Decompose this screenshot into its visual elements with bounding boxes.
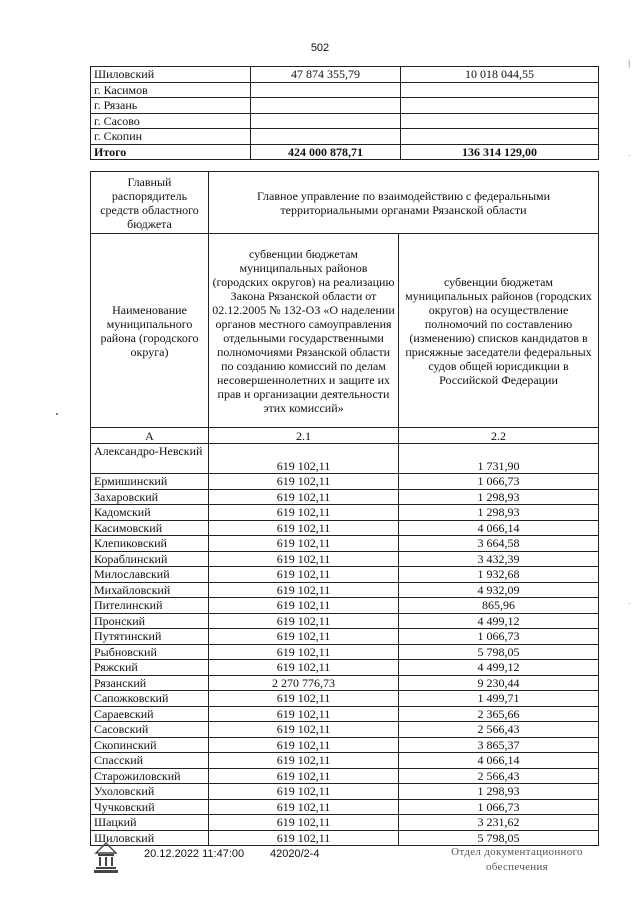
table-row xyxy=(91,567,599,583)
subsidy-jurors-value: 4 066,14 xyxy=(399,520,599,536)
municipality-name: Сараевский xyxy=(91,706,209,722)
municipality-name: Сасовский xyxy=(91,722,209,738)
municipality-name: Ухоловский xyxy=(91,784,209,800)
municipality-name: Пронский xyxy=(91,613,209,629)
subsidy-commissions-value: 619 102,11 xyxy=(209,815,399,831)
subsidy-jurors-value: 3 664,58 xyxy=(399,536,599,552)
table-row xyxy=(91,691,599,707)
subsidy-commissions-value: 619 102,11 xyxy=(209,691,399,707)
subsidy-commissions-value: 619 102,11 xyxy=(209,830,399,846)
subsidy-commissions-value: 619 102,11 xyxy=(209,582,399,598)
table-row xyxy=(91,598,599,614)
total-value-1: 424 000 878,71 xyxy=(251,144,401,160)
municipality-name: Кадомский xyxy=(91,505,209,521)
row-name: Шиловский xyxy=(91,67,251,83)
subsidy-commissions-value: 619 102,11 xyxy=(209,644,399,660)
top-table-row xyxy=(91,129,599,145)
subsidy-commissions-value: 619 102,11 xyxy=(209,629,399,645)
row-value-2 xyxy=(401,113,599,129)
header-subsidy-commissions: субвенции бюджетам муниципальных районов (городских округов) на реализацию Закона Рязанской области от 02.12.2005 № 132-ОЗ «О наделении органов местного самоуправления отдельными государственными полномочиями Рязанской области по созданию комиссий по делам несовершеннолетних и защите их прав и организации деятельности этих комиссий» xyxy=(209,234,399,428)
margin-mark: · xyxy=(628,598,631,608)
subsidy-jurors-value: 4 499,12 xyxy=(399,613,599,629)
row-name: г. Сасово xyxy=(91,113,251,129)
subsidy-commissions-value: 619 102,11 xyxy=(209,722,399,738)
subsidy-jurors-value: 1 499,71 xyxy=(399,691,599,707)
table-row xyxy=(91,520,599,536)
municipality-name: Михайловский xyxy=(91,582,209,598)
total-label: Итого xyxy=(91,144,251,160)
department-stamp xyxy=(442,845,592,875)
table-row xyxy=(91,505,599,521)
subsidy-jurors-value: 1 298,93 xyxy=(399,505,599,521)
table-row xyxy=(91,551,599,567)
table-row xyxy=(91,582,599,598)
subsidy-commissions-value: 619 102,11 xyxy=(209,660,399,676)
subsidy-jurors-value: 5 798,05 xyxy=(399,644,599,660)
row-value-1 xyxy=(251,98,401,114)
table-row xyxy=(91,675,599,691)
municipality-name: Касимовский xyxy=(91,520,209,536)
subsidy-commissions-value: 619 102,11 xyxy=(209,474,399,490)
row-name: г. Скопин xyxy=(91,129,251,145)
row-name: г. Рязань xyxy=(91,98,251,114)
top-table-row xyxy=(91,98,599,114)
footer-datetime: 20.12.2022 11:47:00 xyxy=(144,848,245,860)
municipality-name: Милославский xyxy=(91,567,209,583)
table-row xyxy=(91,815,599,831)
table-row xyxy=(91,629,599,645)
municipality-name: Чучковский xyxy=(91,799,209,815)
header-subsidy-jurors: субвенции бюджетам муниципальных районов (городских округов) на осуществление полномочий по составлению (изменению) списков кандидатов в присяжные заседатели федеральных судов общей юрисдикции в Российской Федерации xyxy=(399,234,599,428)
subsidy-jurors-value: 3 231,62 xyxy=(399,815,599,831)
top-table-row xyxy=(91,82,599,98)
table-row xyxy=(91,768,599,784)
subsidy-commissions-value: 619 102,11 xyxy=(209,784,399,800)
subsidy-jurors-value: 4 499,12 xyxy=(399,660,599,676)
page-number: 502 xyxy=(310,42,330,54)
subsidy-commissions-value: 619 102,11 xyxy=(209,489,399,505)
subsidy-jurors-value: 1 298,93 xyxy=(399,489,599,505)
table-row xyxy=(91,737,599,753)
municipality-name: Ермишинский xyxy=(91,474,209,490)
subsidy-jurors-value: 2 365,66 xyxy=(399,706,599,722)
subsidy-commissions-value: 619 102,11 xyxy=(209,551,399,567)
row-value-2 xyxy=(401,98,599,114)
subsidy-commissions-value: 619 102,11 xyxy=(209,520,399,536)
subsidy-commissions-value: 619 102,11 xyxy=(209,753,399,769)
subsidy-jurors-value: 4 066,14 xyxy=(399,753,599,769)
row-value-1 xyxy=(251,113,401,129)
table-row xyxy=(91,722,599,738)
footer-doc-code: 42020/2-4 xyxy=(270,848,320,860)
municipality-name: Спасский xyxy=(91,753,209,769)
subsidy-jurors-value: 5 798,05 xyxy=(399,830,599,846)
table-row xyxy=(91,799,599,815)
header-department: Главное управление по взаимодействию с федеральными территориальными органами Рязанской области xyxy=(209,172,599,234)
top-table-total-row xyxy=(91,144,599,160)
subsidy-jurors-value: 1 932,68 xyxy=(399,567,599,583)
table-row xyxy=(91,784,599,800)
municipality-name: Путятинский xyxy=(91,629,209,645)
subsidy-commissions-value: 619 102,11 xyxy=(209,567,399,583)
municipality-name: Рыбновский xyxy=(91,644,209,660)
subsidy-jurors-value: 9 230,44 xyxy=(399,675,599,691)
subsidy-commissions-value: 619 102,11 xyxy=(209,505,399,521)
stamp-line-1: Отдел документационного xyxy=(451,846,583,858)
stamp-line-2: обеспечения xyxy=(485,861,549,873)
subsidy-jurors-value: 2 566,43 xyxy=(399,768,599,784)
top-table-row xyxy=(91,67,599,83)
table-row xyxy=(91,536,599,552)
subsidy-jurors-value: 4 932,09 xyxy=(399,582,599,598)
table-row xyxy=(91,474,599,490)
municipality-name: Пителинский xyxy=(91,598,209,614)
municipality-name: Старожиловский xyxy=(91,768,209,784)
scan-speck xyxy=(56,413,58,415)
subsidy-commissions-value: 619 102,11 xyxy=(209,613,399,629)
subsidy-jurors-value: 1 066,73 xyxy=(399,629,599,645)
row-value-2 xyxy=(401,82,599,98)
row-value-2 xyxy=(401,129,599,145)
col-index-2-2: 2.2 xyxy=(399,428,599,444)
subsidy-commissions-value: 619 102,11 xyxy=(209,444,399,474)
organization-logo-icon xyxy=(92,841,120,875)
municipality-name: Шацкий xyxy=(91,815,209,831)
municipality-name: Рязанский xyxy=(91,675,209,691)
header-municipality-name: Наименование муниципального района (городского округа) xyxy=(91,234,209,428)
table-row xyxy=(91,644,599,660)
table-row xyxy=(91,613,599,629)
municipality-name: Кораблинский xyxy=(91,551,209,567)
col-index-2-1: 2.1 xyxy=(209,428,399,444)
subsidy-commissions-value: 619 102,11 xyxy=(209,768,399,784)
subsidy-commissions-value: 619 102,11 xyxy=(209,536,399,552)
col-index-a: А xyxy=(91,428,209,444)
subsidy-jurors-value: 1 066,73 xyxy=(399,474,599,490)
row-name: г. Касимов xyxy=(91,82,251,98)
municipality-name: Шиловский xyxy=(91,830,209,846)
table-row xyxy=(91,830,599,846)
main-subsidy-table xyxy=(90,171,599,846)
top-summary-table xyxy=(90,66,599,160)
table-row xyxy=(91,489,599,505)
municipality-name: Захаровский xyxy=(91,489,209,505)
municipality-name: Клепиковский xyxy=(91,536,209,552)
municipality-name: Скопинский xyxy=(91,737,209,753)
subsidy-jurors-value: 1 298,93 xyxy=(399,784,599,800)
subsidy-jurors-value: 1 731,90 xyxy=(399,444,599,474)
total-value-2: 136 314 129,00 xyxy=(401,144,599,160)
municipality-name: Александро-Невский xyxy=(91,444,209,474)
margin-mark: | xyxy=(628,58,631,68)
municipality-name: Ряжский xyxy=(91,660,209,676)
subsidy-jurors-value: 865,96 xyxy=(399,598,599,614)
subsidy-commissions-value: 2 270 776,73 xyxy=(209,675,399,691)
margin-mark: · xyxy=(628,150,631,160)
subsidy-commissions-value: 619 102,11 xyxy=(209,799,399,815)
subsidy-jurors-value: 2 566,43 xyxy=(399,722,599,738)
table-row xyxy=(91,706,599,722)
row-value-1 xyxy=(251,82,401,98)
table-row xyxy=(91,660,599,676)
table-row xyxy=(91,753,599,769)
municipality-name: Сапожковский xyxy=(91,691,209,707)
row-value-1 xyxy=(251,129,401,145)
header-chief-administrator: Главный распорядитель средств областного бюджета xyxy=(91,172,209,234)
row-value-2: 10 018 044,55 xyxy=(401,67,599,83)
row-value-1: 47 874 355,79 xyxy=(251,67,401,83)
top-table-row xyxy=(91,113,599,129)
subsidy-commissions-value: 619 102,11 xyxy=(209,737,399,753)
subsidy-jurors-value: 1 066,73 xyxy=(399,799,599,815)
subsidy-jurors-value: 3 432,39 xyxy=(399,551,599,567)
table-row xyxy=(91,444,599,474)
subsidy-commissions-value: 619 102,11 xyxy=(209,598,399,614)
subsidy-jurors-value: 3 865,37 xyxy=(399,737,599,753)
subsidy-commissions-value: 619 102,11 xyxy=(209,706,399,722)
